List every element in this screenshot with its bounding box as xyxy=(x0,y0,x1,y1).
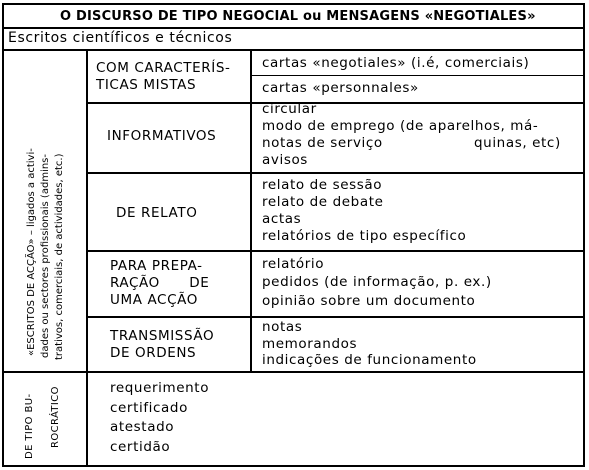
burocratico-label-line1: DE TIPO BU- xyxy=(24,393,35,459)
category-label: INFORMATIVOS xyxy=(107,128,217,144)
category-item: memorandos xyxy=(262,336,358,352)
category-divider xyxy=(250,49,252,373)
category-label: RAÇÃO DE xyxy=(110,275,210,291)
category-item: indicações de funcionamento xyxy=(262,352,477,368)
category-item: relatório xyxy=(262,256,325,272)
burocratico-item: atestado xyxy=(110,419,175,435)
category-label: COM CARACTERÍS- xyxy=(96,60,231,76)
burocratico-item: certificado xyxy=(110,400,188,416)
category-label: DE ORDENS xyxy=(110,345,197,361)
row-separator xyxy=(86,316,585,318)
category-label: TICAS MISTAS xyxy=(96,77,197,93)
burocratico-label-line2: ROCRÁTICO xyxy=(50,386,61,448)
row-separator xyxy=(86,250,585,252)
row-separator xyxy=(86,172,585,174)
category-item: relatórios de tipo específico xyxy=(262,228,467,244)
accao-label-line2: dades ou sectores profissionais (admins- xyxy=(40,154,51,358)
burocratico-item: certidão xyxy=(110,439,171,455)
category-item: relato de sessão xyxy=(262,177,383,193)
category-item: cartas «personnales» xyxy=(262,80,419,96)
category-label: PARA PREPA- xyxy=(110,258,203,274)
category-label: DE RELATO xyxy=(116,205,198,221)
mixed-row-separator xyxy=(252,75,585,76)
table-title: O DISCURSO DE TIPO NEGOCIAL ou MENSAGENS «NEGOTIALES» xyxy=(60,9,536,24)
category-label: UMA ACÇÃO xyxy=(110,292,198,308)
accao-label-line1: «ESCRITOS DE ACÇÃO» – ligados a activi- xyxy=(26,148,37,356)
category-item: relato de debate xyxy=(262,194,384,210)
burocratico-item: requerimento xyxy=(110,380,210,396)
table-subtitle: Escritos científicos e técnicos xyxy=(8,30,233,46)
row-separator xyxy=(86,102,585,104)
burocratico-section xyxy=(2,371,585,467)
burocratico-label-column xyxy=(2,371,88,467)
category-item: avisos xyxy=(262,152,308,168)
category-item: modo de emprego (de aparelhos, má- xyxy=(262,118,539,134)
category-item: circular xyxy=(262,101,317,117)
category-item: cartas «negotiales» (i.é, comerciais) xyxy=(262,55,530,71)
category-item: quinas, etc) xyxy=(474,135,561,151)
category-item: pedidos (de informação, p. ex.) xyxy=(262,274,492,290)
category-label: TRANSMISSÃO xyxy=(110,328,215,344)
category-item: notas xyxy=(262,319,303,335)
category-item: actas xyxy=(262,211,302,227)
accao-label-line3: trativos, comerciais, de actividades, etc.) xyxy=(54,153,65,360)
category-item: opinião sobre um documento xyxy=(262,293,476,309)
category-item: notas de serviço xyxy=(262,135,383,151)
